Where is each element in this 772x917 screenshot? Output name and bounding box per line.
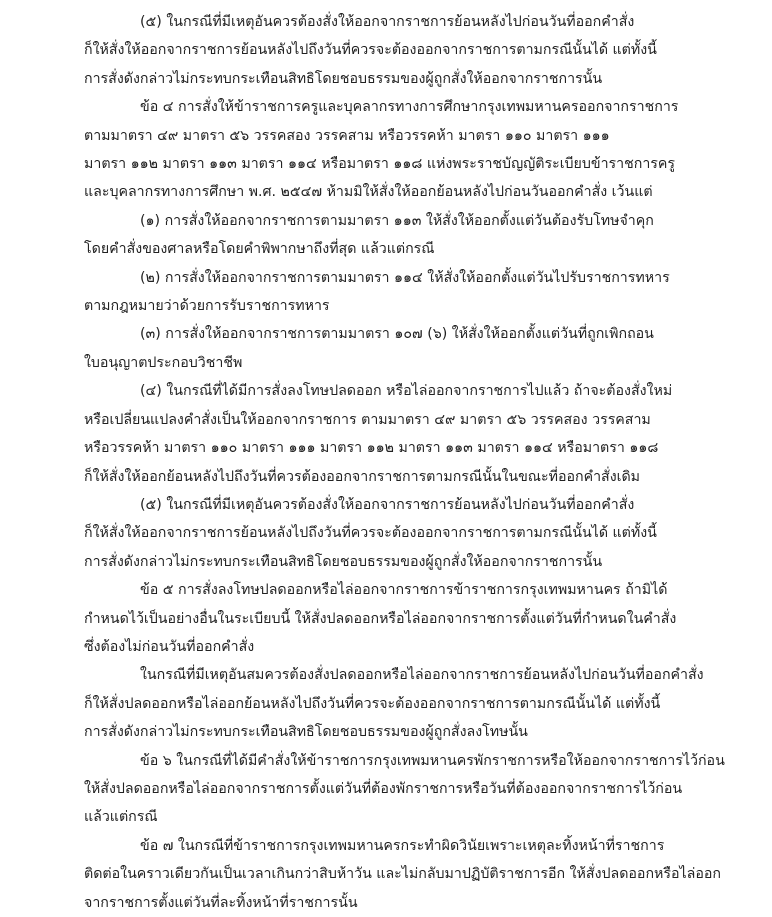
- paragraph-clause-5-a: [84, 8, 752, 93]
- text-line: (๕) ในกรณีที่มีเหตุอันควรต้องสั่งให้ออกจากราชการย้อนหลังไปก่อนวันที่ออกคำสั่ง: [140, 14, 635, 30]
- text-line: การสั่งดังกล่าวไม่กระทบกระเทือนสิทธิโดยชอบธรรมของผู้ถูกสั่งให้ออกจากราชการนั้น: [84, 553, 603, 570]
- paragraph-article-4: [84, 93, 752, 207]
- paragraph-article-7: [84, 832, 752, 917]
- text-line: ตามกฎหมายว่าด้วยการรับราชการทหาร: [84, 298, 330, 315]
- text-line: และบุคลากรทางการศึกษา พ.ศ. ๒๕๔๗ ห้ามมิให้สั่งให้ออกย้อนหลังไปก่อนวันออกคำสั่ง เว้นแต่: [84, 184, 653, 201]
- text-line: ติดต่อในคราวเดียวกันเป็นเวลาเกินกว่าสิบห้าวัน และไม่กลับมาปฏิบัติราชการอีก ให้สั่งปลดออกหรือไล่ออก: [84, 866, 721, 883]
- text-line: ใบอนุญาตประกอบวิชาชีพ: [84, 354, 243, 371]
- text-line: (๓) การสั่งให้ออกจากราชการตามมาตรา ๑๐๗ (๖) ให้สั่งให้ออกตั้งแต่วันที่ถูกเพิกถอน: [140, 326, 654, 343]
- text-line: ข้อ ๔ การสั่งให้ข้าราชการครูและบุคลากรทางการศึกษากรุงเทพมหานครออกจากราชการ: [140, 99, 679, 116]
- text-line: (๒) การสั่งให้ออกจากราชการตามมาตรา ๑๑๔ ให้สั่งให้ออกตั้งแต่วันไปรับราชการทหาร: [140, 269, 670, 286]
- text-line: ก็ให้สั่งให้ออกจากราชการย้อนหลังไปถึงวันที่ควรจะต้องออกจากราชการตามกรณีนั้นได้ แต่ทั้งนี้: [84, 42, 657, 59]
- text-line: ซึ่งต้องไม่ก่อนวันที่ออกคำสั่ง: [84, 638, 255, 655]
- paragraph-article-5: [84, 576, 752, 661]
- paragraph-article-5-retroactive: [84, 661, 752, 746]
- text-line: การสั่งดังกล่าวไม่กระทบกระเทือนสิทธิโดยชอบธรรมของผู้ถูกสั่งให้ออกจากราชการนั้น: [84, 70, 603, 87]
- text-line: ในกรณีที่มีเหตุอันสมควรต้องสั่งปลดออกหรือไล่ออกจากราชการย้อนหลังไปก่อนวันที่ออกคำสั่ง: [140, 667, 704, 684]
- paragraph-clause-2: [84, 264, 752, 321]
- text-line: กำหนดไว้เป็นอย่างอื่นในระเบียบนี้ ให้สั่งปลดออกหรือไล่ออกจากราชการตั้งแต่วันที่กำหนดในคำสั่ง: [84, 610, 677, 627]
- text-line: ก็ให้สั่งให้ออกย้อนหลังไปถึงวันที่ควรต้องออกจากราชการตามกรณีนั้นในขณะที่ออกคำสั่งเดิม: [84, 468, 641, 485]
- paragraph-clause-3: [84, 320, 752, 377]
- text-line: (๔) ในกรณีที่ได้มีการสั่งลงโทษปลดออก หรือไล่ออกจากราชการไปแล้ว ถ้าจะต้องสั่งใหม่: [140, 383, 673, 400]
- text-line: ตามมาตรา ๔๙ มาตรา ๕๖ วรรคสอง วรรคสาม หรือวรรคห้า มาตรา ๑๑๐ มาตรา ๑๑๑: [84, 127, 610, 144]
- paragraph-article-6: [84, 747, 752, 832]
- text-line: หรือวรรคห้า มาตรา ๑๑๐ มาตรา ๑๑๑ มาตรา ๑๑๒ มาตรา ๑๑๓ มาตรา ๑๑๔ หรือมาตรา ๑๑๘: [84, 440, 659, 457]
- text-line: โดยคำสั่งของศาลหรือโดยคำพิพากษาถึงที่สุด แล้วแต่กรณี: [84, 241, 435, 258]
- paragraph-clause-4: [84, 377, 752, 491]
- paragraph-clause-5-b: [84, 491, 752, 576]
- text-line: ข้อ ๕ การสั่งลงโทษปลดออกหรือไล่ออกจากราชการข้าราชการกรุงเทพมหานคร ถ้ามิได้: [140, 582, 668, 599]
- text-line: ข้อ ๗ ในกรณีที่ข้าราชการกรุงเทพมหานครกระทำผิดวินัยเพราะเหตุละทิ้งหน้าที่ราชการ: [140, 837, 665, 854]
- text-line: ให้สั่งปลดออกหรือไล่ออกจากราชการตั้งแต่วันที่ต้องพักราชการหรือวันที่ต้องออกจากราชการไว้ก่อน: [84, 780, 683, 797]
- text-line: ก็ให้สั่งปลดออกหรือไล่ออกย้อนหลังไปถึงวันที่ควรจะต้องออกจากราชการตามกรณีนั้นได้ แต่ทั้งนี้: [84, 695, 661, 712]
- text-line: ข้อ ๖ ในกรณีที่ได้มีคำสั่งให้ข้าราชการกรุงเทพมหานครพักราชการหรือให้ออกจากราชการไว้ก่อน: [140, 752, 725, 769]
- text-line: (๑) การสั่งให้ออกจากราชการตามมาตรา ๑๑๓ ให้สั่งให้ออกตั้งแต่วันต้องรับโทษจำคุก: [140, 212, 654, 229]
- text-line: (๕) ในกรณีที่มีเหตุอันควรต้องสั่งให้ออกจากราชการย้อนหลังไปก่อนวันที่ออกคำสั่ง: [140, 496, 635, 513]
- text-line: หรือเปลี่ยนแปลงคำสั่งเป็นให้ออกจากราชการ ตามมาตรา ๔๙ มาตรา ๕๖ วรรคสอง วรรคสาม: [84, 411, 651, 428]
- text-line: แล้วแต่กรณี: [84, 809, 158, 826]
- text-line: ก็ให้สั่งให้ออกจากราชการย้อนหลังไปถึงวันที่ควรจะต้องออกจากราชการตามกรณีนั้นได้ แต่ทั้งนี้: [84, 525, 657, 542]
- text-line: มาตรา ๑๑๒ มาตรา ๑๑๓ มาตรา ๑๑๔ หรือมาตรา ๑๑๘ แห่งพระราชบัญญัติระเบียบข้าราชการครู: [84, 156, 676, 173]
- text-line: จากราชการตั้งแต่วันที่ละทิ้งหน้าที่ราชการนั้น: [84, 894, 358, 911]
- text-line: การสั่งดังกล่าวไม่กระทบกระเทือนสิทธิโดยชอบธรรมของผู้ถูกสั่งลงโทษนั้น: [84, 724, 528, 741]
- paragraph-clause-1: [84, 207, 752, 264]
